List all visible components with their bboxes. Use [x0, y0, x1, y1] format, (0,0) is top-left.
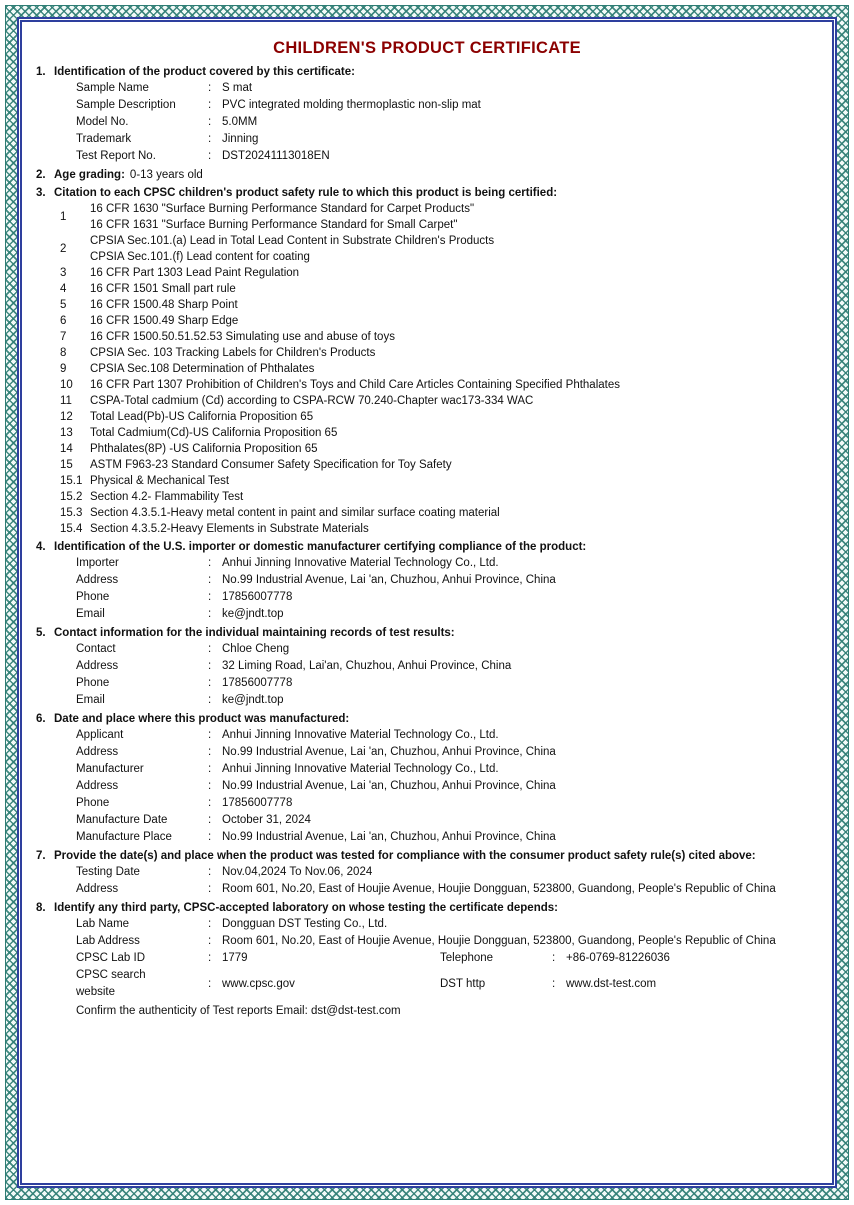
citation-list	[60, 201, 818, 537]
field-label: Address	[76, 780, 119, 792]
colon-separator	[208, 131, 222, 148]
field-value: Anhui Jinning Innovative Material Technology Co., Ltd.	[222, 557, 499, 569]
field-label: Manufacture Place	[76, 831, 172, 843]
section-3	[36, 185, 818, 537]
field-row	[76, 641, 818, 658]
field-value: Room 601, No.20, East of Houjie Avenue, Houjie Dongguan, 523800, Guandong, People's Republic of China	[222, 883, 776, 895]
citation-line: Section 4.3.5.1-Heavy metal content in paint and similar surface coating material	[90, 507, 500, 519]
section-number: 5.	[36, 627, 46, 639]
citation-text	[90, 521, 818, 537]
citation-item	[60, 265, 818, 281]
field-row	[76, 606, 818, 623]
field-row	[76, 80, 818, 97]
field-row	[76, 97, 818, 114]
section-8-heading	[36, 900, 818, 916]
decorative-border	[5, 5, 849, 1200]
field-row	[76, 589, 818, 606]
field-value: Jinning	[222, 133, 259, 145]
section-2-heading	[36, 167, 818, 183]
field-row	[76, 675, 818, 692]
section-number: 4.	[36, 541, 46, 553]
field-label: Email	[76, 608, 105, 620]
section-7-fields	[76, 864, 818, 898]
section-number: 7.	[36, 850, 46, 862]
colon-separator	[208, 589, 222, 606]
field-label: Lab Name	[76, 918, 130, 930]
citation-text	[90, 457, 818, 473]
citation-text	[90, 409, 818, 425]
field-label: Contact	[76, 643, 116, 655]
section-7-heading	[36, 848, 818, 864]
citation-number: 15.3	[60, 507, 83, 519]
field-label: CPSC Lab ID	[76, 952, 146, 964]
citation-item	[60, 329, 818, 345]
section-4-fields	[76, 555, 818, 623]
citation-text	[90, 393, 818, 409]
citation-line: CPSIA Sec.101.(a) Lead in Total Lead Content in Substrate Children's Products	[90, 235, 495, 247]
citation-number: 1	[60, 211, 67, 223]
field-value: No.99 Industrial Avenue, Lai 'an, Chuzhou, Anhui Province, China	[222, 831, 556, 843]
field-value: No.99 Industrial Avenue, Lai 'an, Chuzhou, Anhui Province, China	[222, 780, 556, 792]
colon-separator	[208, 976, 222, 993]
field-row	[76, 881, 818, 898]
citation-text	[90, 345, 818, 361]
citation-number: 14	[60, 443, 73, 455]
field-label: Address	[76, 660, 119, 672]
section-title: Date and place where this product was manufactured:	[54, 713, 350, 725]
section-1-fields	[76, 80, 818, 165]
field-value: www.cpsc.gov	[222, 977, 295, 990]
section-number: 8.	[36, 902, 46, 914]
citation-number: 9	[60, 363, 67, 375]
citation-item	[60, 409, 818, 425]
field-label: Model No.	[76, 116, 129, 128]
citation-item	[60, 425, 818, 441]
field-label: Manufacturer	[76, 763, 144, 775]
section-2	[36, 167, 818, 183]
field-value: www.dst-test.com	[566, 977, 657, 990]
citation-number: 6	[60, 315, 67, 327]
colon-separator	[208, 864, 222, 881]
colon-separator	[208, 933, 222, 950]
field-label: CPSC search website	[76, 969, 146, 998]
field-row	[76, 572, 818, 589]
field-row	[76, 829, 818, 846]
field-row	[76, 916, 818, 933]
citation-line: CPSIA Sec.108 Determination of Phthalates	[90, 363, 315, 375]
colon-separator	[208, 148, 222, 165]
citation-line: 16 CFR 1500.48 Sharp Point	[90, 299, 238, 311]
field-label: Phone	[76, 677, 110, 689]
citation-item	[60, 393, 818, 409]
field-row	[76, 795, 818, 812]
field-value: No.99 Industrial Avenue, Lai 'an, Chuzhou, Anhui Province, China	[222, 574, 556, 586]
field-label: Test Report No.	[76, 150, 156, 162]
section-5-fields	[76, 641, 818, 709]
citation-number: 15.1	[60, 475, 83, 487]
colon-separator	[208, 795, 222, 812]
citation-text	[90, 313, 818, 329]
colon-separator	[208, 812, 222, 829]
citation-number: 8	[60, 347, 67, 359]
citation-line: Section 4.3.5.2-Heavy Elements in Substrate Materials	[90, 523, 369, 535]
citation-number: 15	[60, 459, 73, 471]
field-label: Address	[76, 746, 119, 758]
age-grading-value: 0-13 years old	[129, 169, 203, 181]
citation-item	[60, 297, 818, 313]
colon-separator	[208, 114, 222, 131]
citation-item	[60, 489, 818, 505]
citation-line: Section 4.2- Flammability Test	[90, 491, 244, 503]
field-label: DST http	[440, 977, 486, 990]
citation-item	[60, 473, 818, 489]
citation-item	[60, 457, 818, 473]
field-value: 5.0MM	[222, 116, 258, 128]
field-row	[76, 864, 818, 881]
colon-separator	[208, 572, 222, 589]
field-value: 17856007778	[222, 677, 293, 689]
field-label: Lab Address	[76, 935, 140, 947]
field-row	[76, 761, 818, 778]
colon-separator	[208, 744, 222, 761]
colon-separator	[208, 881, 222, 898]
section-4	[36, 539, 818, 623]
field-pair-row	[76, 950, 818, 967]
field-label: Email	[76, 694, 105, 706]
field-value: 17856007778	[222, 591, 293, 603]
citation-item	[60, 361, 818, 377]
section-title	[54, 167, 818, 183]
citation-line: Total Cadmium(Cd)-US California Proposition 65	[90, 427, 338, 439]
field-pair-row	[76, 967, 818, 1001]
citation-number: 2	[60, 243, 67, 255]
field-row	[76, 114, 818, 131]
section-8	[36, 900, 818, 1020]
section-7	[36, 848, 818, 898]
section-6	[36, 711, 818, 846]
colon-separator	[208, 916, 222, 933]
section-1-heading	[36, 64, 818, 80]
field-label: Trademark	[76, 133, 132, 145]
field-label: Phone	[76, 797, 110, 809]
certificate-title: CHILDREN'S PRODUCT CERTIFICATE	[273, 39, 581, 57]
colon-separator	[208, 97, 222, 114]
citation-item	[60, 201, 818, 233]
colon-separator	[208, 658, 222, 675]
citation-item	[60, 345, 818, 361]
section-1	[36, 64, 818, 165]
colon-separator	[208, 778, 222, 795]
citation-text	[90, 505, 818, 521]
field-row	[76, 933, 818, 950]
section-6-heading	[36, 711, 818, 727]
citation-line: 16 CFR Part 1307 Prohibition of Children's Toys and Child Care Articles Containing Specified Phthalates	[90, 379, 620, 391]
citation-text	[90, 425, 818, 441]
colon-separator	[208, 606, 222, 623]
colon-separator	[208, 950, 222, 967]
section-4-heading	[36, 539, 818, 555]
field-value: Nov.04,2024 To Nov.06, 2024	[222, 866, 373, 878]
field-label: Sample Name	[76, 82, 149, 94]
field-value: Anhui Jinning Innovative Material Technology Co., Ltd.	[222, 763, 499, 775]
field-row	[76, 812, 818, 829]
colon-separator	[208, 692, 222, 709]
citation-text	[90, 489, 818, 505]
section-title: Identification of the U.S. importer or domestic manufacturer certifying compliance of the product:	[54, 541, 587, 553]
citation-text	[90, 329, 818, 345]
section-number: 1.	[36, 66, 46, 78]
field-label: Applicant	[76, 729, 124, 741]
age-grading-label: Age grading:	[54, 169, 125, 181]
citation-text	[90, 297, 818, 313]
citation-text	[90, 281, 818, 297]
citation-number: 13	[60, 427, 73, 439]
section-8-fields	[76, 916, 818, 1001]
citation-text	[90, 201, 818, 233]
field-row	[76, 692, 818, 709]
colon-separator	[208, 641, 222, 658]
field-row	[76, 148, 818, 165]
citation-line: 16 CFR 1500.50.51.52.53 Simulating use and abuse of toys	[90, 331, 395, 343]
field-label: Telephone	[440, 952, 494, 964]
field-value: +86-0769-81226036	[566, 952, 670, 964]
citation-item	[60, 377, 818, 393]
citation-line: 16 CFR 1631 "Surface Burning Performance Standard for Small Carpet"	[90, 219, 458, 231]
colon-separator	[208, 80, 222, 97]
citation-text	[90, 233, 818, 265]
citation-line: CPSIA Sec. 103 Tracking Labels for Children's Products	[90, 347, 376, 359]
field-label: Address	[76, 574, 119, 586]
citation-line: 16 CFR 1630 "Surface Burning Performance Standard for Carpet Products"	[90, 203, 475, 215]
citation-text	[90, 473, 818, 489]
citation-line: Phthalates(8P) -US California Proposition 65	[90, 443, 318, 455]
section-3-heading	[36, 185, 818, 201]
field-value: Chloe Cheng	[222, 643, 290, 655]
field-label: Testing Date	[76, 866, 140, 878]
section-title: Citation to each CPSC children's product safety rule to which this product is being certified:	[54, 187, 558, 199]
section-title: Contact information for the individual maintaining records of test results:	[54, 627, 455, 639]
citation-number: 15.4	[60, 523, 83, 535]
citation-text	[90, 441, 818, 457]
citation-item	[60, 521, 818, 537]
section-title: Provide the date(s) and place when the product was tested for compliance with the consumer product safety rule(s) cited above:	[54, 850, 756, 862]
citation-line: Total Lead(Pb)-US California Proposition 65	[90, 411, 314, 423]
field-value: Room 601, No.20, East of Houjie Avenue, Houjie Dongguan, 523800, Guandong, People's Republic of China	[222, 935, 776, 947]
field-value: S mat	[222, 82, 253, 94]
field-label: Importer	[76, 557, 119, 569]
field-value: Dongguan DST Testing Co., Ltd.	[222, 918, 388, 930]
citation-line: CPSIA Sec.101.(f) Lead content for coating	[90, 251, 310, 263]
citation-number: 4	[60, 283, 67, 295]
field-row	[76, 658, 818, 675]
field-row	[76, 744, 818, 761]
certificate-body	[17, 17, 837, 1188]
citation-number: 7	[60, 331, 67, 343]
field-row	[76, 131, 818, 148]
citation-line: Physical & Mechanical Test	[90, 475, 230, 487]
citation-line: 16 CFR 1500.49 Sharp Edge	[90, 315, 239, 327]
field-value: October 31, 2024	[222, 814, 311, 826]
citation-item	[60, 281, 818, 297]
citation-line: 16 CFR Part 1303 Lead Paint Regulation	[90, 267, 300, 279]
citation-text	[90, 361, 818, 377]
colon-separator	[208, 761, 222, 778]
section-number: 6.	[36, 713, 46, 725]
citation-number: 10	[60, 379, 73, 391]
colon-separator	[552, 950, 566, 967]
field-label: Sample Description	[76, 99, 176, 111]
citation-line: 16 CFR 1501 Small part rule	[90, 283, 236, 295]
colon-separator	[552, 976, 566, 993]
section-title: Identification of the product covered by this certificate:	[54, 66, 355, 78]
citation-line: CSPA-Total cadmium (Cd) according to CSPA-RCW 70.240-Chapter wac173-334 WAC	[90, 395, 534, 407]
section-title: Identify any third party, CPSC-accepted laboratory on whose testing the certificate depends:	[54, 902, 558, 914]
section-5-heading	[36, 625, 818, 641]
citation-number: 3	[60, 267, 67, 279]
field-value: 1779	[222, 952, 248, 964]
section-number: 2.	[36, 169, 46, 181]
citation-line: ASTM F963-23 Standard Consumer Safety Specification for Toy Safety	[90, 459, 452, 471]
citation-text	[90, 265, 818, 281]
citation-number: 12	[60, 411, 73, 423]
field-row	[76, 778, 818, 795]
field-label: Address	[76, 883, 119, 895]
field-value: 32 Liming Road, Lai'an, Chuzhou, Anhui Province, China	[222, 660, 512, 672]
citation-item	[60, 505, 818, 521]
field-value: ke@jndt.top	[222, 694, 284, 706]
field-value: 17856007778	[222, 797, 293, 809]
field-row	[76, 727, 818, 744]
field-value: Anhui Jinning Innovative Material Technology Co., Ltd.	[222, 729, 499, 741]
citation-number: 11	[60, 395, 72, 407]
field-row	[76, 555, 818, 572]
citation-item	[60, 313, 818, 329]
citation-number: 5	[60, 299, 67, 311]
colon-separator	[208, 555, 222, 572]
colon-separator	[208, 675, 222, 692]
colon-separator	[208, 829, 222, 846]
field-value: DST20241113018EN	[222, 150, 330, 162]
section-5	[36, 625, 818, 709]
citation-number: 15.2	[60, 491, 83, 503]
section-number: 3.	[36, 187, 46, 199]
field-value: No.99 Industrial Avenue, Lai 'an, Chuzhou, Anhui Province, China	[222, 746, 556, 758]
citation-text	[90, 377, 818, 393]
citation-item	[60, 233, 818, 265]
field-label: Phone	[76, 591, 110, 603]
field-label: Manufacture Date	[76, 814, 168, 826]
confirm-authenticity-note: Confirm the authenticity of Test reports Email: dst@dst-test.com	[76, 1005, 401, 1017]
field-value: PVC integrated molding thermoplastic non-slip mat	[222, 99, 481, 111]
field-value: ke@jndt.top	[222, 608, 284, 620]
citation-item	[60, 441, 818, 457]
colon-separator	[208, 727, 222, 744]
section-6-fields	[76, 727, 818, 846]
